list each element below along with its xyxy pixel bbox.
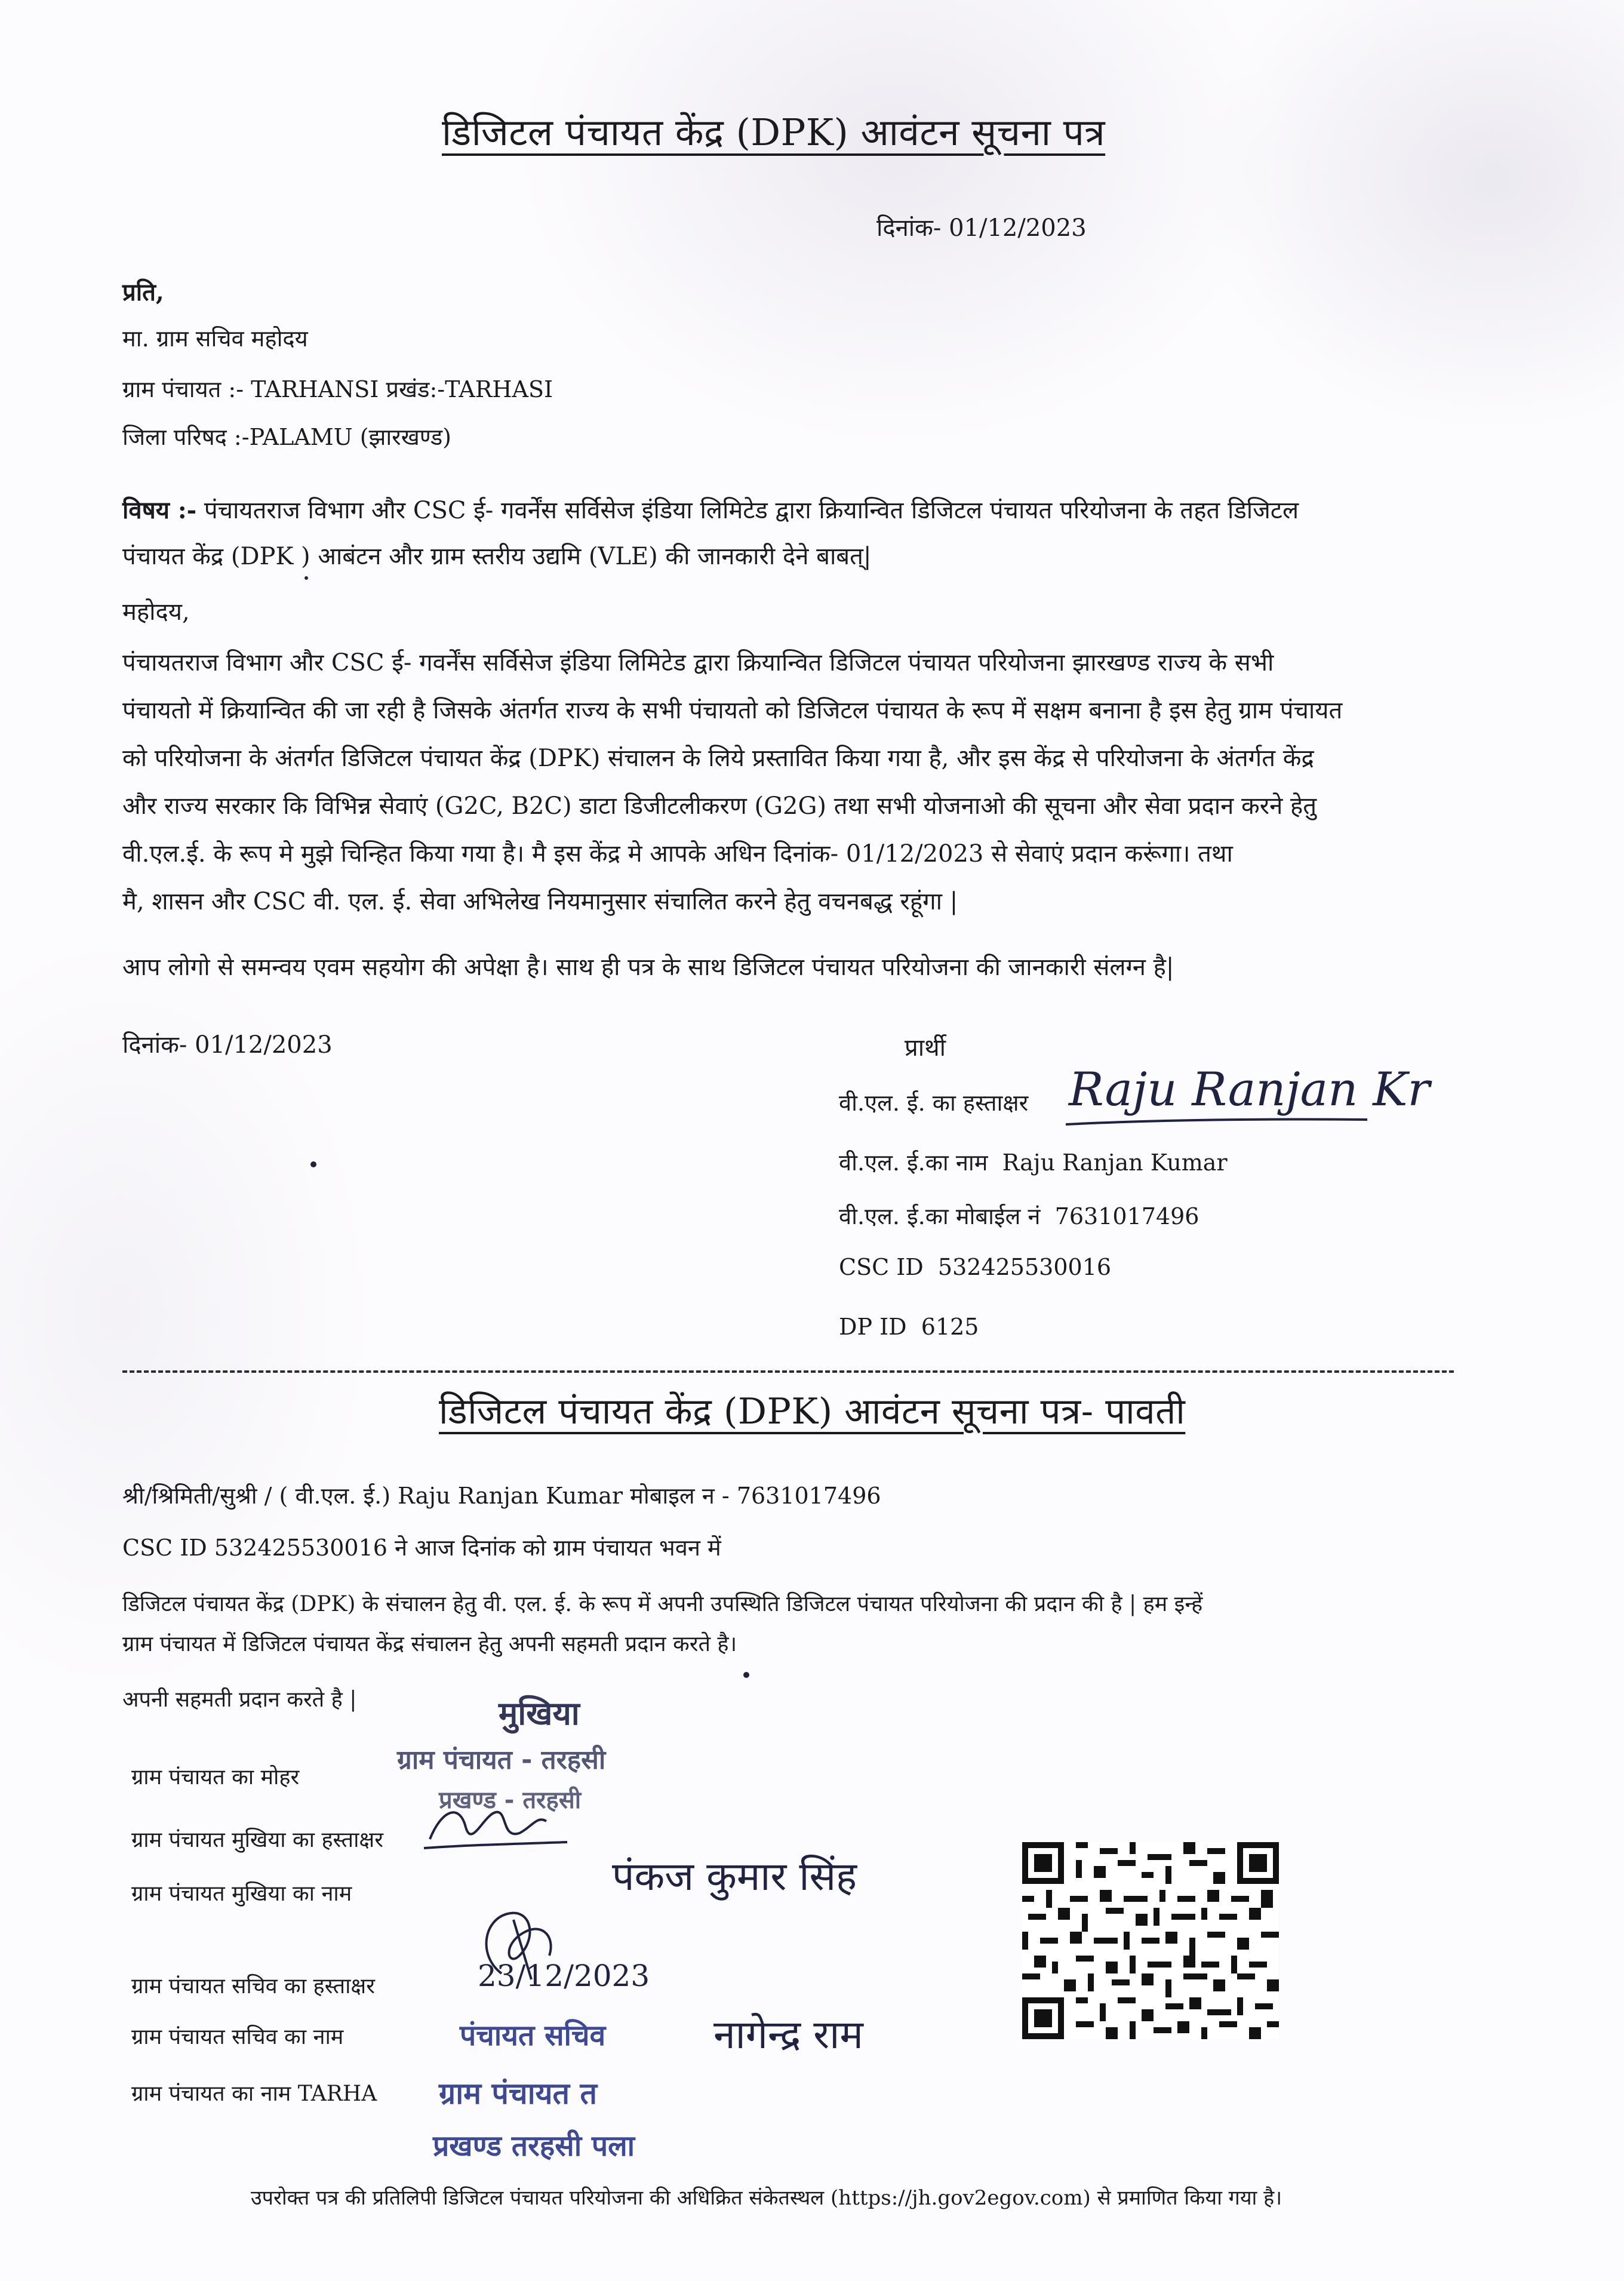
seal-label: ग्राम पंचायत का मोहर (131, 1765, 300, 1790)
panchayat-label: ग्राम पंचायत :- (122, 376, 244, 402)
panchayat-name-label: ग्राम पंचायत का नाम TARHA (131, 2082, 377, 2106)
sachiv-handwritten-name: नागेन्द्र राम (713, 2012, 863, 2058)
vle-signature-label: वी.एल. ई. का हस्ताक्षर (839, 1090, 1029, 1116)
district-label: जिला परिषद :- (122, 424, 250, 450)
mukhiya-sign-label: ग्राम पंचायत मुखिया का हस्ताक्षर (131, 1828, 383, 1852)
mukhiya-stamp-block: प्रखण्ड - तरहसी (439, 1787, 582, 1814)
body-line: पंचायतराज विभाग और CSC ई- गवर्नेंस सर्विसेज इंडिया लिमिटेड द्वारा क्रियान्वित डिजिटल पंचायत परियोजना झारखण्ड राज्य के सभी (122, 649, 1274, 677)
vle-name-line (839, 1146, 1228, 1178)
panchayat-stamp-line-2: प्रखण्ड तरहसी पला (433, 2129, 635, 2163)
body-paragraph-2: आप लोगो से समन्वय एवम सहयोग की अपेक्षा है। साथ ही पत्र के साथ डिजिटल पंचायत परियोजना की जानकारी संलग्न है| (122, 954, 1174, 981)
mukhiya-name-label: ग्राम पंचायत मुखिया का नाम (131, 1882, 352, 1906)
panchayat-line (122, 373, 553, 404)
vle-signature-underline (1063, 1108, 1373, 1132)
mukhiya-handwritten-name: पंकज कुमार सिंह (612, 1853, 857, 1899)
receipt-line-3: डिजिटल पंचायत केंद्र (DPK) के संचालन हेतु वी. एल. ई. के रूप में अपनी उपस्थिति डिजिटल पंचायत परियोजना की प्रदान की है | हम इन्हें (122, 1592, 1203, 1616)
body-line: को परियोजना के अंतर्गत डिजिटल पंचायत केंद्र (DPK) संचालन के लिये प्रस्तावित किया गया है, और इस केंद्र से परियोजना के अंतर्गत केंद्र (122, 745, 1314, 772)
receipt-line-1: श्री/श्रिमिती/सुश्री / ( वी.एल. ई.) Raju Ranjan Kumar मोबाइल न - 7631017496 (122, 1483, 881, 1509)
receipt-line-4: ग्राम पंचायत में डिजिटल पंचायत केंद्र संचालन हेतु अपनी सहमती प्रदान करते है। (122, 1632, 737, 1656)
body-line: और राज्य सरकार कि विभिन्न सेवाएं (G2C, B2C) डाटा डिजीटलीकरण (G2G) तथा सभी योजनाओ की सूचना और सेवा प्रदान करने हेतु (122, 792, 1317, 820)
panchayat-stamp-line-1: ग्राम पंचायत त (439, 2076, 597, 2111)
sachiv-date: 23/12/2023 (478, 1959, 650, 1993)
mukhiya-stamp-panchayat: ग्राम पंचायत - तरहसी (397, 1745, 606, 1775)
vle-mobile-line (839, 1200, 1199, 1231)
vle-name: Raju Ranjan Kumar (1002, 1149, 1228, 1176)
mukhiya-signature (418, 1791, 573, 1857)
vle-mobile: 7631017496 (1054, 1203, 1199, 1229)
vle-mobile-label: वी.एल. ई.का मोबाईल नं (839, 1203, 1041, 1229)
receipt-line-5: अपनी सहमती प्रदान करते है | (122, 1687, 357, 1712)
sachiv-name-label: ग्राम पंचायत सचिव का नाम (131, 2025, 344, 2049)
subject-label: विषय :- (122, 496, 197, 524)
body-line: वी.एल.ई. के रूप मे मुझे चिन्हित किया गया है। मै इस केंद्र मे आपके अधिन दिनांक- 01/12/2023 से सेवाएं प्रदान करूंगा। तथा (122, 840, 1233, 868)
vle-signature: Raju Ranjan Kr (1069, 1063, 1430, 1117)
tear-off-divider (122, 1370, 1454, 1373)
to-line: प्रति, (122, 278, 164, 306)
subject-line-2: पंचायत केंद्र (DPK ) आबंटन और ग्राम स्तरीय उद्यमि (VLE) की जानकारी देने बाबत्| (122, 543, 872, 570)
recipient-line: मा. ग्राम सचिव महोदय (122, 325, 308, 352)
district-line (122, 421, 451, 452)
greeting: महोदय, (122, 598, 190, 626)
ink-speck (743, 1672, 749, 1678)
district-value: PALAMU (झारखण्ड) (249, 424, 452, 450)
receipt-title: डिजिटल पंचायत केंद्र (DPK) आवंटन सूचना पत्र- पावती (439, 1391, 1186, 1432)
dp-id-line (839, 1314, 979, 1340)
csc-id-label: CSC ID (839, 1254, 924, 1280)
ink-speck (310, 1161, 316, 1167)
body-line: पंचायतो में क्रियान्वित की जा रही है जिसके अंतर्गत राज्य के सभी पंचायतो को डिजिटल पंचायत के रूप में सक्षम बनाना है इस हेतु ग्राम पंचायत (122, 697, 1343, 724)
panchayat-value: TARHANSI प्रखंड:-TARHASI (244, 376, 553, 402)
letter-date: दिनांक- 01/12/2023 (876, 214, 1087, 242)
footer-date: दिनांक- 01/12/2023 (122, 1031, 333, 1059)
subject-line-1 (122, 493, 1299, 525)
footer-note: उपरोक्त पत्र की प्रतिलिपी डिजिटल पंचायत परियोजना की अधिक्रित संकेतस्थल (https://jh.gov2egov.com) से प्रमाणित किया गया है। (251, 2186, 1282, 2210)
dp-id-label: DP ID (839, 1314, 907, 1340)
subject-text-1: पंचायतराज विभाग और CSC ई- गवर्नेंस सर्विसेज इंडिया लिमिटेड द्वारा क्रियान्वित डिजिटल पंचायत परियोजना के तहत डिजिटल (196, 497, 1299, 524)
receipt-line-2: CSC ID 532425530016 ने आज दिनांक को ग्राम पंचायत भवन में (122, 1535, 721, 1561)
dp-id: 6125 (921, 1314, 979, 1340)
applicant-label: प्रार्थी (905, 1034, 946, 1062)
page-title: डिजिटल पंचायत केंद्र (DPK) आवंटन सूचना पत्र (442, 110, 1106, 154)
ink-speck (304, 576, 308, 580)
body-paragraph-1 (122, 639, 1342, 926)
csc-id: 532425530016 (937, 1254, 1112, 1280)
body-line: मै, शासन और CSC वी. एल. ई. सेवा अभिलेख नियमानुसार संचालित करने हेतु वचनबद्ध रहूंगा | (122, 888, 958, 915)
qr-code (1022, 1842, 1279, 2039)
vle-name-label: वी.एल. ई.का नाम (839, 1149, 988, 1176)
sachiv-sign-label: ग्राम पंचायत सचिव का हस्ताक्षर (131, 1974, 375, 1999)
csc-id-line (839, 1254, 1111, 1280)
sachiv-stamp: पंचायत सचिव (460, 2019, 606, 2052)
mukhiya-stamp-title: मुखिया (499, 1695, 580, 1732)
